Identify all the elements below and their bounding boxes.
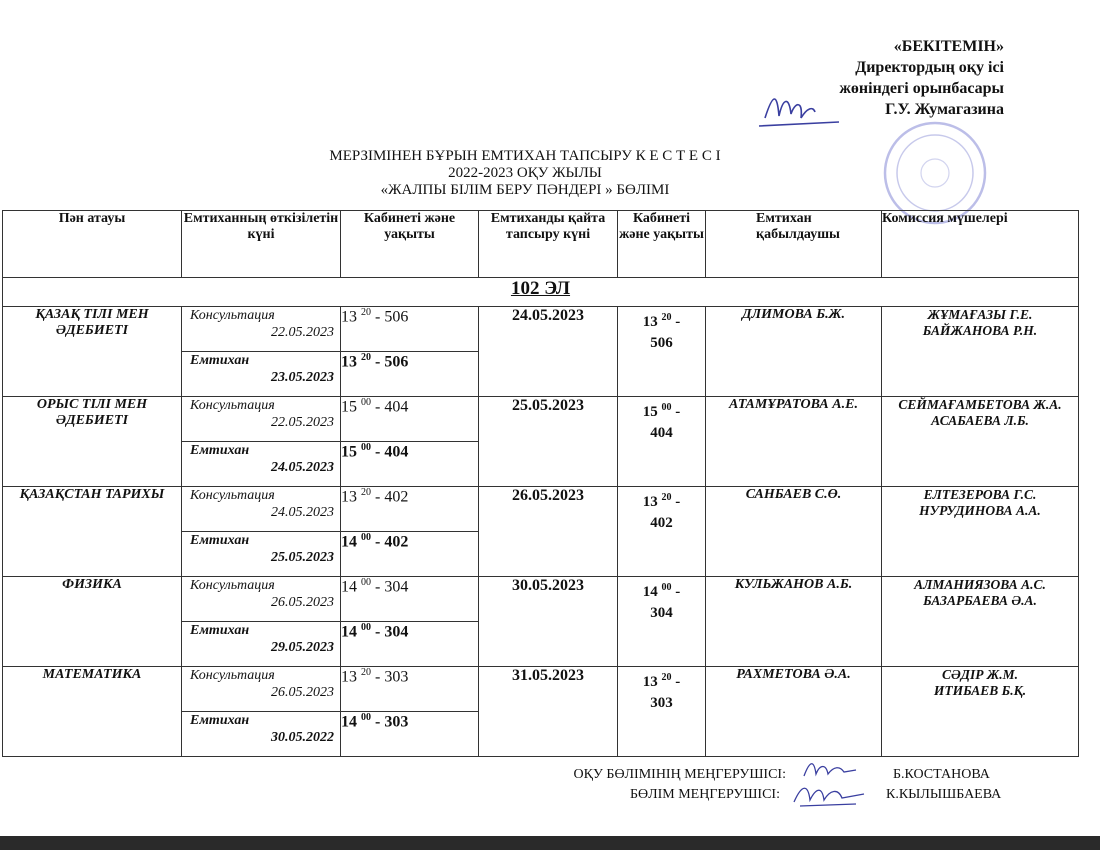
retake-room-time: 14 $^{00}$ - 304 xyxy=(618,577,706,667)
exam-label: Емтихан xyxy=(190,443,250,458)
footer-name-head-of-studies: Б.КОСТАНОВА xyxy=(893,767,990,782)
academic-year: 2022-2023 ОҚУ ЖЫЛЫ xyxy=(448,165,602,181)
retake-hour: 13 xyxy=(642,674,658,690)
consultation-room-time xyxy=(341,307,479,352)
group-label: 102 ЭЛ xyxy=(3,278,1079,307)
consultation-minute: 20 xyxy=(361,667,371,678)
exam-cell xyxy=(182,532,341,577)
exam-minute: 20 xyxy=(361,352,371,363)
exam-cell xyxy=(182,442,341,487)
consultation-label: Консультация xyxy=(190,308,275,323)
consultation-hour: 13 xyxy=(341,668,357,686)
exam-room-time xyxy=(341,442,479,487)
scan-bottom-band xyxy=(0,836,1100,850)
commission-member: БАЗАРБАЕВА Ә.А. xyxy=(923,593,1037,608)
retake-date: 25.05.2023 xyxy=(479,397,618,487)
examiner-name: САНБАЕВ С.Ө. xyxy=(706,487,882,577)
commission-member: СЕЙМАҒАМБЕТОВА Ж.А. xyxy=(898,397,1062,412)
col-room-time: Кабинеті және уақыты xyxy=(341,211,479,278)
subject-name: ҚАЗАҚ ТІЛІ МЕН ӘДЕБИЕТІ xyxy=(3,307,182,397)
col-retake-date: Емтиханды қайта тапсыру күні xyxy=(479,211,618,278)
consultation-hour: 15 xyxy=(341,398,357,416)
consultation-room-time xyxy=(341,397,479,442)
exam-date: 25.05.2023 xyxy=(271,550,334,565)
examiner-name: ДЛИМОВА Б.Ж. xyxy=(706,307,882,397)
commission-member: СӘДІР Ж.М. xyxy=(942,667,1018,682)
consultation-cell xyxy=(182,577,341,622)
exam-cell xyxy=(182,622,341,667)
commission-member: НУРУДИНОВА А.А. xyxy=(919,503,1041,518)
exam-hour: 14 xyxy=(341,623,357,641)
col-subject: Пән атауы xyxy=(3,211,182,278)
retake-hour: 13 xyxy=(642,314,658,330)
exam-hour: 14 xyxy=(341,713,357,731)
approval-signer: Г.У. Жумагазина xyxy=(885,101,1004,118)
exam-hour: 15 xyxy=(341,443,357,461)
consultation-label: Консультация xyxy=(190,488,275,503)
exam-label: Емтихан xyxy=(190,533,250,548)
subject-name: ОРЫС ТІЛІ МЕН ӘДЕБИЕТІ xyxy=(3,397,182,487)
document-title: МЕРЗІМІНЕН БҰРЫН ЕМТИХАН ТАПСЫРУ К Е С Т Е С І xyxy=(329,148,721,164)
exam-room: - 402 xyxy=(375,533,409,551)
consultation-label: Консультация xyxy=(190,668,275,683)
retake-room-time: 13 $^{20}$ - 402 xyxy=(618,487,706,577)
exam-label: Емтихан xyxy=(190,713,250,728)
exam-cell xyxy=(182,352,341,397)
consultation-room: - 402 xyxy=(375,488,409,506)
exam-minute: 00 xyxy=(361,442,371,453)
commission-members xyxy=(882,397,1079,487)
exam-date: 23.05.2023 xyxy=(271,370,334,385)
retake-hour: 13 xyxy=(642,494,658,510)
retake-room: 304 xyxy=(650,605,673,621)
retake-hour: 14 xyxy=(642,584,658,600)
consultation-hour: 13 xyxy=(341,308,357,326)
table-row xyxy=(3,397,1079,442)
commission-members xyxy=(882,307,1079,397)
consultation-cell xyxy=(182,307,341,352)
retake-room: 303 xyxy=(650,695,673,711)
consultation-hour: 13 xyxy=(341,488,357,506)
col-retake-room-time: Кабинеті және уақыты xyxy=(618,211,706,278)
exam-hour: 14 xyxy=(341,533,357,551)
table-row xyxy=(3,577,1079,622)
exam-cell xyxy=(182,712,341,757)
col-examiner: Емтихан қабылдаушы xyxy=(706,211,882,278)
exam-room-time xyxy=(341,712,479,757)
consultation-date: 24.05.2023 xyxy=(271,505,334,520)
table-header-row xyxy=(3,211,1079,278)
retake-minute: 00 xyxy=(661,402,672,413)
table-row xyxy=(3,667,1079,712)
commission-members xyxy=(882,487,1079,577)
commission-member: АЛМАНИЯЗОВА А.С. xyxy=(914,577,1046,592)
consultation-cell xyxy=(182,667,341,712)
consultation-date: 22.05.2023 xyxy=(271,415,334,430)
consultation-cell xyxy=(182,487,341,532)
group-row xyxy=(3,278,1079,307)
consultation-room-time xyxy=(341,667,479,712)
table-row xyxy=(3,487,1079,532)
approval-position-1: Директордың оқу ісі xyxy=(855,59,1004,76)
retake-room: 506 xyxy=(650,335,673,351)
retake-minute: 20 xyxy=(661,312,672,323)
consultation-label: Консультация xyxy=(190,398,275,413)
consultation-room-time xyxy=(341,487,479,532)
exam-label: Емтихан xyxy=(190,623,250,638)
retake-minute: 00 xyxy=(661,582,672,593)
retake-room-time: 15 $^{00}$ - 404 xyxy=(618,397,706,487)
signature-2-icon xyxy=(790,780,870,810)
commission-members xyxy=(882,667,1079,757)
retake-date: 30.05.2023 xyxy=(479,577,618,667)
retake-room-time: 13 $^{20}$ - 506 xyxy=(618,307,706,397)
retake-date: 31.05.2023 xyxy=(479,667,618,757)
consultation-minute: 20 xyxy=(361,487,371,498)
consultation-minute: 00 xyxy=(361,397,371,408)
exam-date: 29.05.2023 xyxy=(271,640,334,655)
retake-minute: 20 xyxy=(661,492,672,503)
department-name: «ЖАЛПЫ БІЛІМ БЕРУ ПӘНДЕРІ » БӨЛІМІ xyxy=(380,182,670,198)
consultation-hour: 14 xyxy=(341,578,357,596)
footer-label-department-head: БӨЛІМ МЕҢГЕРУШІСІ: xyxy=(629,787,780,802)
exam-date: 24.05.2023 xyxy=(271,460,334,475)
consultation-minute: 00 xyxy=(361,577,371,588)
footer-name-department-head: К.КЫЛЫШБАЕВА xyxy=(886,787,1002,802)
commission-member: ЕЛТЕЗЕРОВА Г.С. xyxy=(923,487,1037,502)
commission-member: ИТИБАЕВ Б.Қ. xyxy=(933,683,1027,698)
table-row xyxy=(3,307,1079,352)
signature-1-icon xyxy=(800,758,860,782)
commission-member: АСАБАЕВА Л.Б. xyxy=(931,413,1029,428)
consultation-minute: 20 xyxy=(361,307,371,318)
exam-label: Емтихан xyxy=(190,353,250,368)
retake-minute: 20 xyxy=(661,672,672,683)
retake-date: 26.05.2023 xyxy=(479,487,618,577)
retake-room: 404 xyxy=(650,425,673,441)
consultation-date: 22.05.2023 xyxy=(271,325,334,340)
exam-minute: 00 xyxy=(361,712,371,723)
consultation-room-time xyxy=(341,577,479,622)
commission-member: БАЙЖАНОВА Р.Н. xyxy=(922,323,1038,338)
exam-date: 30.05.2022 xyxy=(271,730,334,745)
approval-title: «БЕКІТЕМІН» xyxy=(893,38,1004,55)
subject-name: ФИЗИКА xyxy=(3,577,182,667)
retake-room: 402 xyxy=(650,515,673,531)
exam-minute: 00 xyxy=(361,532,371,543)
consultation-label: Консультация xyxy=(190,578,275,593)
document-titles xyxy=(0,148,1050,199)
consultation-room: - 304 xyxy=(375,578,409,596)
exam-room: - 303 xyxy=(375,713,409,731)
retake-room-time: 13 $^{20}$ - 303 xyxy=(618,667,706,757)
consultation-room: - 303 xyxy=(375,668,409,686)
consultation-cell xyxy=(182,397,341,442)
consultation-room: - 404 xyxy=(375,398,409,416)
col-exam-date: Емтиханның өткізілетін күні xyxy=(182,211,341,278)
exam-room-time xyxy=(341,622,479,667)
exam-room: - 404 xyxy=(375,443,409,461)
footer-label-head-of-studies: ОҚУ БӨЛІМІНІҢ МЕҢГЕРУШІСІ: xyxy=(573,767,786,782)
approval-block xyxy=(839,36,1004,120)
exam-room-time xyxy=(341,352,479,397)
consultation-room: - 506 xyxy=(375,308,409,326)
approval-position-2: жөніндегі орынбасары xyxy=(839,80,1004,97)
commission-members xyxy=(882,577,1079,667)
consultation-date: 26.05.2023 xyxy=(271,595,334,610)
exam-minute: 00 xyxy=(361,622,371,633)
commission-member: ЖҰМАҒАЗЫ Г.Е. xyxy=(927,307,1033,322)
consultation-date: 26.05.2023 xyxy=(271,685,334,700)
subject-name: МАТЕМАТИКА xyxy=(3,667,182,757)
exam-schedule-table xyxy=(2,210,1079,757)
examiner-name: РАХМЕТОВА Ә.А. xyxy=(706,667,882,757)
exam-hour: 13 xyxy=(341,353,357,371)
subject-name: ҚАЗАҚСТАН ТАРИХЫ xyxy=(3,487,182,577)
retake-date: 24.05.2023 xyxy=(479,307,618,397)
retake-hour: 15 xyxy=(642,404,658,420)
col-commission: Комиссия мүшелері xyxy=(882,211,1079,278)
exam-room: - 304 xyxy=(375,623,409,641)
examiner-name: КУЛЬЖАНОВ А.Б. xyxy=(706,577,882,667)
exam-room-time xyxy=(341,532,479,577)
director-signature-icon xyxy=(755,88,845,133)
examiner-name: АТАМҰРАТОВА А.Е. xyxy=(706,397,882,487)
exam-room: - 506 xyxy=(375,353,409,371)
